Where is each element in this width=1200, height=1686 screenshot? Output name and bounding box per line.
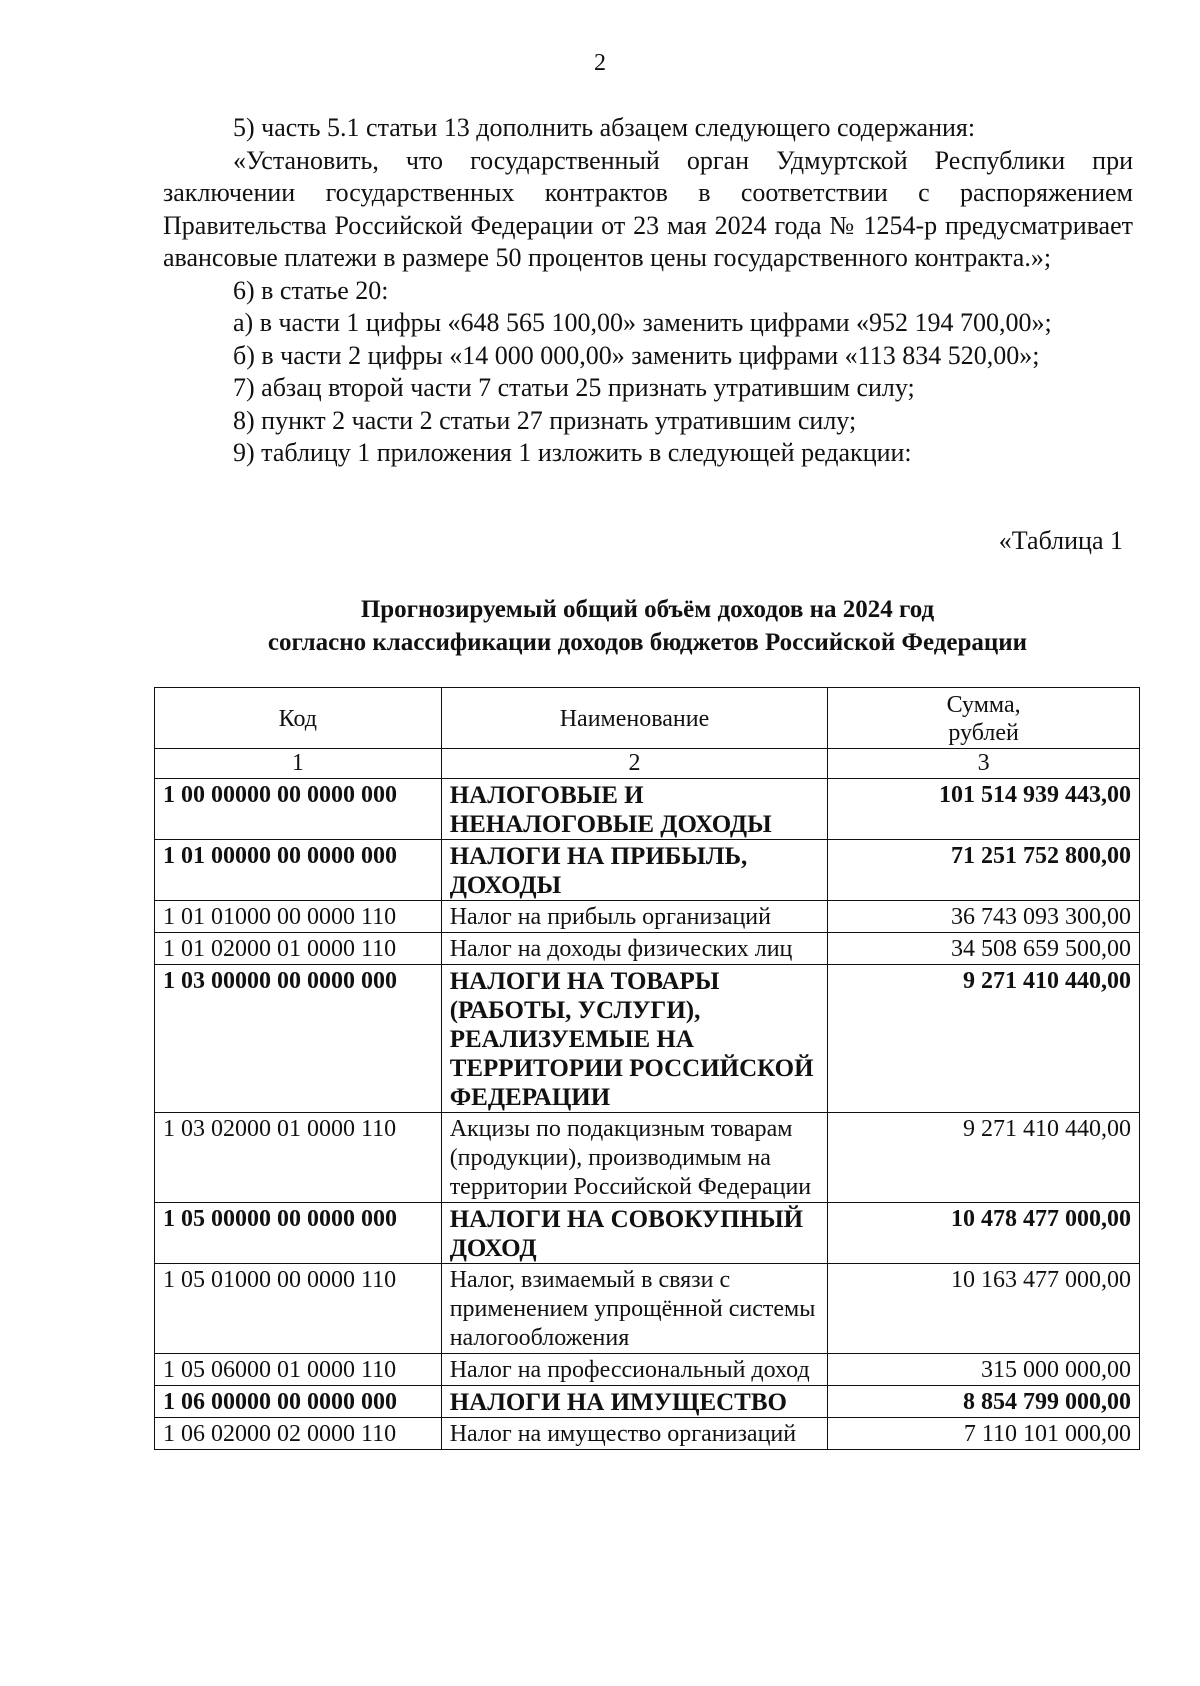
table-title-line: согласно классификации доходов бюджетов Российской Федерации [267, 629, 1028, 656]
table-row [155, 965, 1140, 1113]
row-code: 1 03 00000 00 0000 000 [155, 965, 442, 1113]
row-code: 1 03 02000 01 0000 110 [155, 1113, 442, 1203]
table-row [155, 901, 1140, 933]
row-name: Акцизы по подакцизным товарам (продукции), производимым на территории Российской Федерации [441, 1113, 828, 1203]
body-text [163, 112, 1133, 470]
row-code: 1 06 00000 00 0000 000 [155, 1386, 442, 1418]
row-sum: 8 854 799 000,00 [828, 1386, 1140, 1418]
row-name: НАЛОГИ НА СОВОКУПНЫЙ ДОХОД [441, 1203, 828, 1264]
table-row [155, 840, 1140, 901]
table-row [155, 933, 1140, 965]
row-code: 1 01 02000 01 0000 110 [155, 933, 442, 965]
table-row [155, 779, 1140, 840]
row-name: НАЛОГОВЫЕ И НЕНАЛОГОВЫЕ ДОХОДЫ [441, 779, 828, 840]
row-sum: 10 163 477 000,00 [828, 1264, 1140, 1354]
row-code: 1 01 01000 00 0000 110 [155, 901, 442, 933]
paragraph: а) в части 1 цифры «648 565 100,00» заменить цифрами «952 194 700,00»; [233, 308, 1052, 337]
row-sum: 10 478 477 000,00 [828, 1203, 1140, 1264]
row-sum: 34 508 659 500,00 [828, 933, 1140, 965]
header-code: Код [155, 688, 442, 749]
table-row [155, 1354, 1140, 1386]
row-name: НАЛОГИ НА ИМУЩЕСТВО [441, 1386, 828, 1418]
paragraph: 5) часть 5.1 статьи 13 дополнить абзацем следующего содержания: [233, 113, 976, 142]
column-number: 3 [828, 749, 1140, 779]
row-name: Налог на имущество организаций [441, 1418, 828, 1450]
paragraph: 8) пункт 2 части 2 статьи 27 признать утратившим силу; [233, 405, 857, 435]
row-sum: 71 251 752 800,00 [828, 840, 1140, 901]
table-reference: «Таблица 1 [998, 526, 1123, 555]
row-name: НАЛОГИ НА ТОВАРЫ (РАБОТЫ, УСЛУГИ), РЕАЛИЗУЕМЫЕ НА ТЕРРИТОРИИ РОССИЙСКОЙ ФЕДЕРАЦИИ [441, 965, 828, 1113]
row-sum: 36 743 093 300,00 [828, 901, 1140, 933]
table-body [155, 779, 1140, 1450]
row-code: 1 05 00000 00 0000 000 [155, 1203, 442, 1264]
row-sum: 7 110 101 000,00 [828, 1418, 1140, 1450]
row-name: НАЛОГИ НА ПРИБЫЛЬ, ДОХОДЫ [441, 840, 828, 901]
table-row [155, 1264, 1140, 1354]
column-number: 2 [441, 749, 828, 779]
page-number: 2 [594, 50, 606, 76]
row-code: 1 05 06000 01 0000 110 [155, 1354, 442, 1386]
row-sum: 315 000 000,00 [828, 1354, 1140, 1386]
row-name: Налог, взимаемый в связи с применением упрощённой системы налогообложения [441, 1264, 828, 1354]
header-name: Наименование [441, 688, 828, 749]
row-code: 1 00 00000 00 0000 000 [155, 779, 442, 840]
paragraph: 6) в статье 20: [233, 275, 389, 305]
table-title-line: Прогнозируемый общий объём доходов на 2024 год [360, 596, 935, 623]
paragraph: 7) абзац второй части 7 статьи 25 признать утратившим силу; [233, 373, 915, 402]
paragraph: «Установить, что государственный орган Удмуртской Республики при заключении государственных контрактов в соответствии с распоряжением Правительства Российской Федерации от 23 мая 2024 года № 1254-р предусматривает авансовые платежи в размере 50 процентов цены государственного контракта.»; [163, 145, 1133, 272]
income-table [154, 687, 1140, 1450]
row-name: Налог на доходы физических лиц [441, 933, 828, 965]
row-name: Налог на прибыль организаций [441, 901, 828, 933]
row-code: 1 06 02000 02 0000 110 [155, 1418, 442, 1450]
row-sum: 9 271 410 440,00 [828, 1113, 1140, 1203]
table-row [155, 1418, 1140, 1450]
row-sum: 101 514 939 443,00 [828, 779, 1140, 840]
row-sum: 9 271 410 440,00 [828, 965, 1140, 1113]
row-code: 1 01 00000 00 0000 000 [155, 840, 442, 901]
row-name: Налог на профессиональный доход [441, 1354, 828, 1386]
paragraph: б) в части 2 цифры «14 000 000,00» заменить цифрами «113 834 520,00»; [233, 340, 1040, 370]
column-number-row [155, 749, 1140, 779]
table-row [155, 1386, 1140, 1418]
table-row [155, 1113, 1140, 1203]
header-row [155, 688, 1140, 749]
header-sum: Сумма, рублей [828, 688, 1140, 749]
table-row [155, 1203, 1140, 1264]
row-code: 1 05 01000 00 0000 110 [155, 1264, 442, 1354]
table-title [0, 593, 1200, 659]
paragraph: 9) таблицу 1 приложения 1 изложить в следующей редакции: [233, 438, 912, 467]
column-number: 1 [155, 749, 442, 779]
